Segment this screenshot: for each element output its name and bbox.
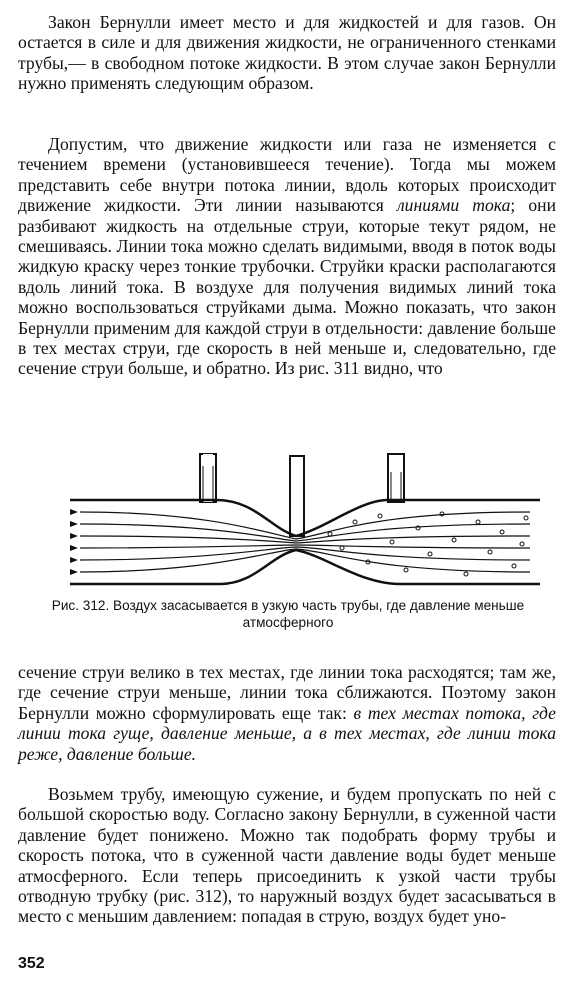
term-streamlines: линиями тока xyxy=(397,195,511,216)
paragraph-4 xyxy=(18,784,556,927)
paragraph-1 xyxy=(18,12,556,94)
paragraph-2-text: Допустим, что движение жидкости или газа не изменяется с течением времени (установившееся течение). Тогда мы можем представить себе внутри потока линии, вдоль которых происходит движение жидкости. Эти линии называются xyxy=(18,134,556,216)
bernoulli-formulation: в тех местах потока, где линии тока гуще, давление меньше, а в тех местах, где линии тока реже, давление больше. xyxy=(18,702,556,764)
figure-312-tube-diagram xyxy=(70,452,540,592)
venturi-tube-drawing xyxy=(70,452,540,592)
paragraph-3-text: сечение струи велико в тех местах, где линии тока расходятся; там же, где сечение струи меньше, линии тока сближаются. Поэтому закон Бернулли можно сформулировать еще так: xyxy=(18,662,556,723)
page-number: 352 xyxy=(18,955,45,972)
paragraph-1-text: Закон Бернулли имеет место и для жидкостей и для газов. Он остается в силе и для движения жидкости, не ограниченного стенками трубы,— в свободном потоке жидкости. В этом случае закон Бернулли нужно применять следующим образом. xyxy=(18,12,556,94)
paragraph-2 xyxy=(18,134,556,379)
paragraph-4-text: Возьмем трубу, имеющую сужение, и будем пропускать по ней с большой скоростью воду. Согласно закону Бернулли, в суженной части давление будет понижено. Можно так подобрать форму трубы и скорость потока, что в суженной части давление воды будет меньше атмосферного. Если теперь присоединить к узкой части трубы отводную трубку (рис. 312), то наружный воздух будет засасываться в место с меньшим давлением: попадая в струю, воздух будет уно- xyxy=(18,784,556,927)
paragraph-2-rest: ; они разбивают жидкость на отдельные струи, которые текут рядом, не смешиваясь. Линии тока можно сделать видимыми, вводя в поток воды жидкую краску через тонкие трубочки. Струйки краски располагаются вдоль линий тока. В воздухе для получения видимых линий тока можно воспользоваться струйками дыма. Можно показать, что закон Бернулли применим для каждой струи в отдельности: давление больше в тех местах струи, где скорость в ней меньше и, следовательно, где сечение струи больше, и обратно. Из рис. 311 видно, что xyxy=(18,195,556,379)
figure-caption: Рис. 312. Воздух засасывается в узкую часть трубы, где давление меньше атмосферного xyxy=(51,598,525,630)
paragraph-3 xyxy=(18,662,556,764)
